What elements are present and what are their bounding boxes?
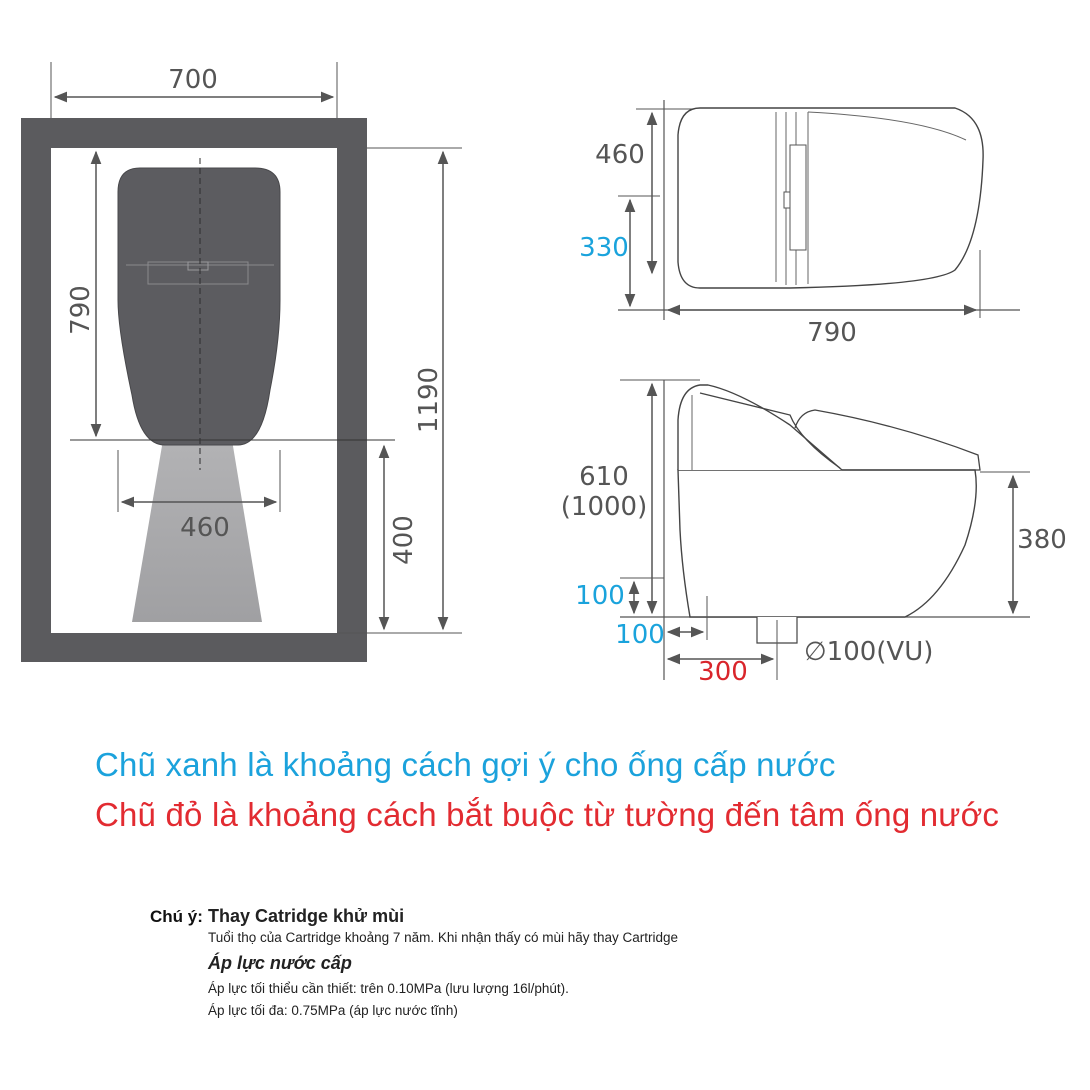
legend-blue-text: Chũ xanh là khoảng cách gợi ý cho ống cấp nước <box>95 746 836 783</box>
note-prefix: Chú ý: <box>150 907 203 926</box>
label-330-side: 330 <box>579 233 629 263</box>
label-700: 700 <box>168 65 218 95</box>
toilet-front-bowl <box>678 470 976 617</box>
note-line-min-pressure: Áp lực tối thiểu cần thiết: trên 0.10MPa (lưu lượng 16l/phút). <box>208 981 569 996</box>
side-sensor <box>784 192 790 208</box>
front-view <box>561 380 1067 687</box>
note-line-max-pressure: Áp lực tối đa: 0.75MPa (áp lực nước tĩnh) <box>208 1003 458 1018</box>
note-line-cartridge: Tuổi thọ của Cartridge khoảng 7 năm. Khi nhận thấy có mùi hãy thay Cartridge <box>208 930 679 945</box>
legend-red-text: Chũ đỏ là khoảng cách bắt buộc từ tường đến tâm ống nước <box>95 796 1000 833</box>
label-400: 400 <box>389 515 419 565</box>
notes-section <box>150 906 678 1022</box>
side-panel <box>790 145 806 250</box>
side-view <box>579 100 1020 348</box>
label-460-plan: 460 <box>180 513 230 543</box>
label-100-h: 100 <box>615 620 665 650</box>
toilet-front-seat <box>678 385 842 470</box>
label-100-v: 100 <box>575 581 625 611</box>
label-300: 300 <box>698 657 748 687</box>
note-heading-cartridge: Thay Catridge khử mùi <box>208 906 405 926</box>
note-heading-pressure: Áp lực nước cấp <box>208 953 352 973</box>
label-drain: ∅100(VU) <box>804 637 934 667</box>
label-380: 380 <box>1017 525 1067 555</box>
label-610: 610 <box>579 462 629 492</box>
note-row-1 <box>150 906 678 927</box>
label-1190: 1190 <box>414 366 444 434</box>
label-790-side: 790 <box>807 318 857 348</box>
label-790-plan: 790 <box>66 285 96 335</box>
label-460-side: 460 <box>595 140 645 170</box>
note-block-pressure <box>208 953 678 974</box>
label-1000: (1000) <box>560 492 648 522</box>
toilet-plan-outline <box>118 168 280 445</box>
toilet-side-outline <box>678 108 983 288</box>
plan-view <box>21 62 462 662</box>
